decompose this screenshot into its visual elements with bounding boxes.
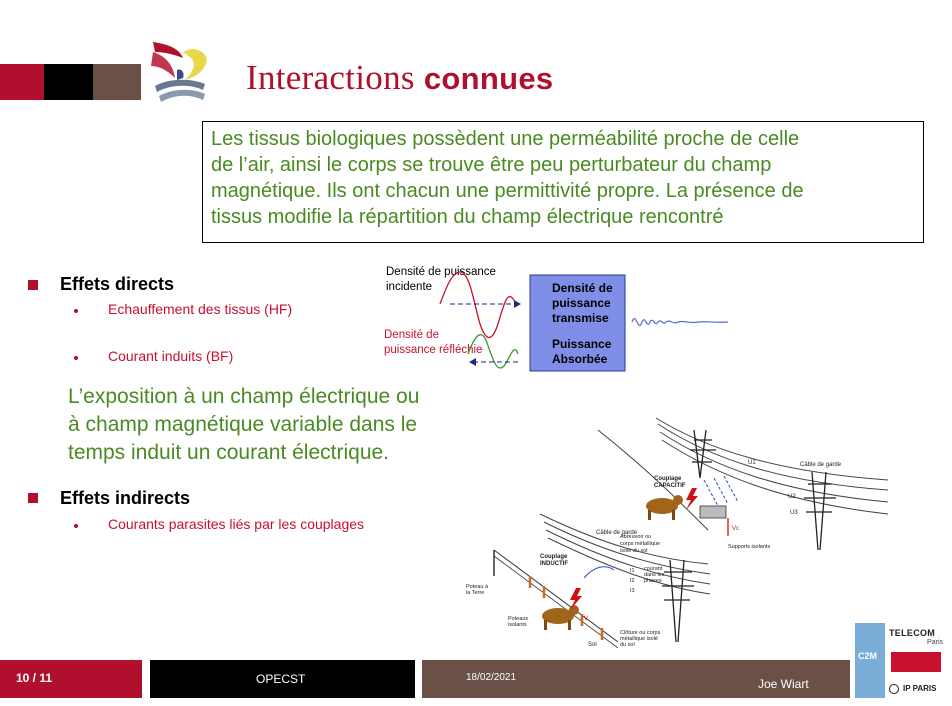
pylon-icon xyxy=(690,430,716,478)
label-couplage-capacitif-2: CAPACITIF xyxy=(654,483,686,489)
label-couplage-inductif-2: INDUCTIF xyxy=(540,561,568,567)
label-supports: Supports isolants xyxy=(728,544,771,550)
arrow-head-icon xyxy=(469,358,476,366)
label-i3: I3 xyxy=(630,588,635,594)
label-courant-2: dans les xyxy=(644,572,665,578)
label-cloture-2: métallique isolé xyxy=(620,636,658,642)
reflected-label-1: Densité de xyxy=(384,329,439,341)
box-line-5: Absorbée xyxy=(552,352,608,366)
label-abreuvoir-2: corps métallique xyxy=(620,541,661,547)
c2m-logo-text: C2M xyxy=(858,651,878,661)
label-v: V xyxy=(584,616,589,622)
exposition-paragraph xyxy=(68,383,419,467)
box-line-3: transmise xyxy=(552,311,609,325)
ip-paris-circle-icon xyxy=(889,684,899,694)
ip-paris-logo xyxy=(887,682,947,698)
effets-directs-heading: Effets directs xyxy=(60,274,175,294)
cow-icon xyxy=(542,605,579,630)
coupling-illustration xyxy=(448,410,896,654)
label-vc: Vc xyxy=(732,526,740,532)
box-line-2: puissance xyxy=(552,296,611,310)
header-bar-brown xyxy=(93,64,141,100)
fence-wire xyxy=(494,556,618,648)
pylon-icon xyxy=(804,472,836,550)
bullet-square-icon xyxy=(28,493,38,503)
telecom-paris-logo xyxy=(887,626,945,676)
box-line-1: Densité de xyxy=(552,281,613,295)
exposition-line: L’exposition à un champ électrique ou xyxy=(68,385,420,408)
box-line-4: Puissance xyxy=(552,337,612,351)
institution-logo-icon xyxy=(147,38,213,108)
title-bold-part: connues xyxy=(423,61,554,96)
label-poteau-terre-2: la Terre xyxy=(466,590,485,596)
bullet-dot-icon xyxy=(74,309,78,313)
wave-diagram xyxy=(380,258,730,378)
label-u1: U1 xyxy=(748,460,756,466)
bullet-dot-icon xyxy=(74,356,78,360)
incident-label-2: incidente xyxy=(386,281,433,293)
telecom-logo-mark-icon xyxy=(891,652,941,672)
label-abreuvoir-1: Abreuvoir ou xyxy=(620,534,652,540)
header-bar-black xyxy=(44,64,93,100)
label-u3: U3 xyxy=(790,510,798,516)
transmitted-wave xyxy=(632,319,728,326)
intro-line: de l’air, ainsi le corps se trouve être peu perturbateur du champ xyxy=(211,154,772,176)
bullet-square-icon xyxy=(28,280,38,290)
capacitive-field-lines xyxy=(704,476,738,506)
effets-directs-item: Echauffement des tissus (HF) xyxy=(108,301,293,317)
header-bar-red xyxy=(0,64,44,100)
label-i1: I1 xyxy=(630,568,635,574)
telecom-logo-text-2: Paris xyxy=(927,639,943,646)
label-couplage-inductif-1: Couplage xyxy=(540,554,568,560)
intro-line: magnétique. Ils ont chacun une permittivité propre. La présence de xyxy=(211,180,804,202)
induction-arrow xyxy=(584,567,614,578)
label-cloture-3: du sol xyxy=(620,642,635,648)
intro-line: Les tissus biologiques possèdent une perméabilité proche de celle xyxy=(211,128,800,150)
exposition-line: à champ magnétique variable dans le xyxy=(68,413,418,436)
intro-line: tissus modifie la répartition du champ électrique rencontré xyxy=(211,206,724,228)
ip-paris-logo-text: IP PARIS xyxy=(903,684,937,693)
intro-text-box xyxy=(202,121,924,243)
effets-indirects-item: Courants parasites liés par les couplages xyxy=(108,516,365,532)
label-cable-garde-2: Câble de garde xyxy=(596,530,638,536)
label-u2: U2 xyxy=(788,494,796,500)
label-courant-3: phases xyxy=(644,578,662,584)
label-couplage-capacitif-1: Couplage xyxy=(654,476,682,482)
incident-label-1: Densité de puissance xyxy=(386,266,496,278)
label-sol: Sol xyxy=(588,642,597,648)
effets-indirects-heading: Effets indirects xyxy=(60,488,191,508)
arrow-head-icon xyxy=(514,300,521,308)
c2m-logo xyxy=(855,623,885,698)
label-abreuvoir-3: isolé du sol xyxy=(620,548,648,554)
incident-wave xyxy=(440,272,516,338)
page-title xyxy=(246,58,553,98)
label-i2: I2 xyxy=(630,578,635,584)
cow-icon xyxy=(646,495,683,520)
effets-directs-item: Courant induits (BF) xyxy=(108,348,234,364)
label-poteaux-isolants-1: Poteaux xyxy=(508,616,529,622)
footer-page-number: 10 / 11 xyxy=(16,671,53,685)
exposition-line: temps induit un courant électrique. xyxy=(68,441,390,464)
lightning-icon xyxy=(686,488,698,510)
telecom-logo-text-1: TELECOM xyxy=(889,628,936,638)
footer-author: Joe Wiart xyxy=(758,677,809,691)
label-poteau-terre-1: Poteau à xyxy=(466,584,489,590)
label-cable-garde-1: Câble de garde xyxy=(800,462,842,468)
footer-org: OPECST xyxy=(256,672,306,686)
reflected-label-2: puissance réfléchie xyxy=(384,344,483,356)
footer-date: 18/02/2021 xyxy=(466,672,517,683)
metal-trough-icon xyxy=(700,506,726,518)
bullet-dot-icon xyxy=(74,524,78,528)
label-poteaux-isolants-2: isolants xyxy=(508,622,527,628)
pylon-icon xyxy=(662,560,694,642)
label-cloture-1: Clôture ou corps xyxy=(620,630,661,636)
label-courant-1: courant xyxy=(644,566,663,572)
title-serif-part: Interactions xyxy=(246,58,415,97)
